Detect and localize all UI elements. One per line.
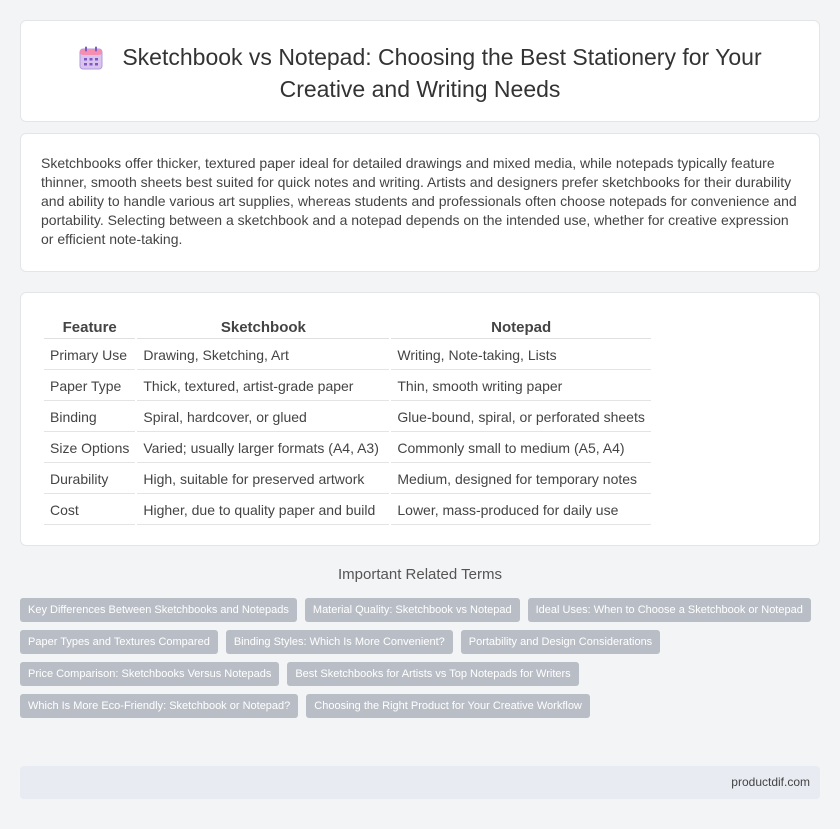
header-notepad: Notepad [391,315,650,339]
calendar-icon [78,45,104,71]
related-tags [20,598,820,718]
header-card [20,20,820,122]
table-row [44,465,651,494]
comparison-card [20,292,820,546]
table-row [44,496,651,525]
table-cell: Writing, Note-taking, Lists [391,341,650,370]
table-cell: Medium, designed for temporary notes [391,465,650,494]
table-cell: Glue-bound, spiral, or perforated sheets [391,403,650,432]
table-cell: Commonly small to medium (A5, A4) [391,434,650,463]
related-tag[interactable]: Portability and Design Considerations [461,630,660,654]
table-cell: Binding [44,403,135,432]
title-line-1: Sketchbook vs Notepad: Choosing the Best Stationery for Your [122,44,762,70]
title-line-2: Creative and Writing Needs [279,75,561,102]
related-tag[interactable]: Price Comparison: Sketchbooks Versus Notepads [20,662,279,686]
related-tag[interactable]: Which Is More Eco-Friendly: Sketchbook or Notepad? [20,694,298,718]
table-cell: Durability [44,465,135,494]
table-cell: Size Options [44,434,135,463]
table-cell: Lower, mass-produced for daily use [391,496,650,525]
related-tag[interactable]: Material Quality: Sketchbook vs Notepad [305,598,520,622]
footer-site[interactable]: productdif.com [731,775,810,789]
related-tag[interactable]: Key Differences Between Sketchbooks and Notepads [20,598,297,622]
page-title [21,42,819,104]
footer [20,766,820,799]
table-cell: Higher, due to quality paper and build [137,496,389,525]
related-tag[interactable]: Best Sketchbooks for Artists vs Top Notepads for Writers [287,662,578,686]
table-cell: Paper Type [44,372,135,401]
related-tag[interactable]: Ideal Uses: When to Choose a Sketchbook or Notepad [528,598,811,622]
table-row [44,403,651,432]
table-row [44,434,651,463]
table-cell: Thick, textured, artist-grade paper [137,372,389,401]
table-header-row [44,315,651,339]
header-feature: Feature [44,315,135,339]
header-sketchbook: Sketchbook [137,315,389,339]
table-cell: Drawing, Sketching, Art [137,341,389,370]
table-cell: Primary Use [44,341,135,370]
related-tag[interactable]: Paper Types and Textures Compared [20,630,218,654]
summary-text: Sketchbooks offer thicker, textured paper ideal for detailed drawings and mixed media, while notepads typically feature thinner, smooth sheets best suited for quick notes and writing. Artists and designers prefer sketchbooks for their durability and ability to handle various art supplies, whereas students and professionals often choose notepads for convenience and portability. Selecting between a sketchbook and a notepad depends on the intended use, whether for creative expression or efficient note-taking. [41,155,797,247]
comparison-table [42,313,653,527]
related-terms-title: Important Related Terms [338,566,502,583]
table-cell: Thin, smooth writing paper [391,372,650,401]
related-tag[interactable]: Binding Styles: Which Is More Convenient? [226,630,453,654]
table-cell: Cost [44,496,135,525]
summary-card [20,133,820,272]
table-cell: Varied; usually larger formats (A4, A3) [137,434,389,463]
table-row [44,372,651,401]
table-row [44,341,651,370]
table-cell: Spiral, hardcover, or glued [137,403,389,432]
related-tag[interactable]: Choosing the Right Product for Your Creative Workflow [306,694,590,718]
table-cell: High, suitable for preserved artwork [137,465,389,494]
